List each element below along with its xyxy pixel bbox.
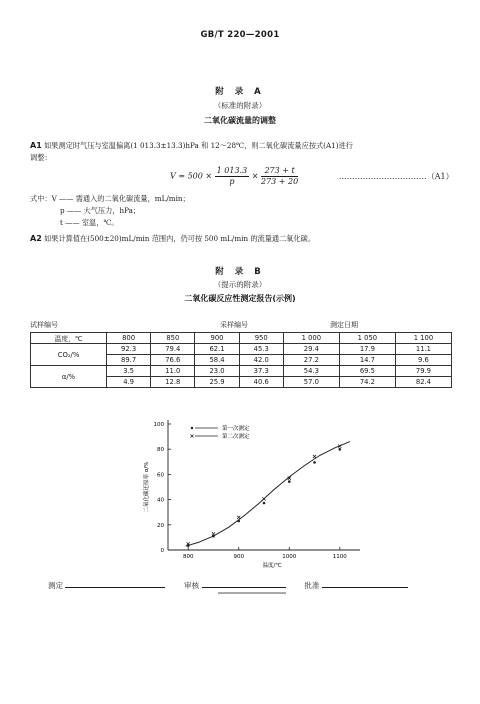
- formula-lhs: V = 500 ×: [170, 171, 213, 181]
- appendix-a-title: 附 录 A: [215, 87, 265, 97]
- table-cell: 23.0: [195, 366, 239, 377]
- y-tick-label: 20: [157, 522, 164, 529]
- legend-label-series-1: 第一次测定: [222, 426, 250, 432]
- y-tick-label: 40: [157, 497, 164, 504]
- where-line-3: t —— 室温，℃。: [60, 218, 119, 227]
- appendix-b-subtitle: （提示的附录）: [213, 280, 267, 289]
- legend-label-series-2: 第二次测定: [222, 434, 250, 440]
- x-tick-label: 800: [182, 554, 194, 560]
- formula-ref: ……………………………（A1）: [338, 171, 454, 181]
- table-cell: 79.9: [395, 366, 451, 377]
- table-cell: 37.3: [239, 366, 283, 377]
- row-header-temp: 温度，℃: [31, 333, 107, 344]
- appendix-a-subtitle: （标准的附录）: [213, 101, 267, 110]
- reviewer-underline-extra: [218, 592, 288, 596]
- legend-marker-series-2: [191, 435, 194, 438]
- appendix-b-name: 二氧化碳反应性测定报告(示例): [184, 294, 296, 303]
- tester-label: 测定: [48, 581, 63, 590]
- signature-block: [48, 578, 448, 591]
- table-cell: 25.9: [195, 377, 239, 388]
- table-cell: 57.0: [283, 377, 339, 388]
- table-cell: 850: [151, 333, 195, 344]
- table-cell: 58.4: [195, 355, 239, 366]
- clause-a1-label: A1: [30, 141, 42, 150]
- table-cell: 800: [107, 333, 151, 344]
- y-tick-label: 60: [157, 472, 164, 479]
- clause-a2-text: 如果计算值在(500±20)mL/min 范围内，仍可按 500 mL/min 的流量通二氧化碳。: [44, 234, 316, 243]
- x-axis-label: 温度/℃: [262, 563, 282, 569]
- x-tick-label: 1100: [332, 554, 347, 560]
- results-table: [30, 332, 452, 388]
- table-cell: 79.4: [151, 344, 195, 355]
- point-series-2: [237, 516, 240, 519]
- table-cell: 27.2: [283, 355, 339, 366]
- formula-fraction-2: [261, 166, 298, 187]
- table-cell: 4.9: [107, 377, 151, 388]
- meta-sample-no: 试样编号: [30, 321, 58, 329]
- table-cell: 9.6: [395, 355, 451, 366]
- point-series-2: [262, 497, 265, 500]
- clause-a1-text: 如果测定时气压与室温偏离(1 013.3±13.3)hPa 和 12～28℃，则二氧化碳流量应按式(A1)进行: [44, 141, 353, 150]
- clause-a1: [30, 140, 460, 152]
- formula-a1: [170, 166, 460, 187]
- table-cell: 45.3: [239, 344, 283, 355]
- table-cell: 62.1: [195, 344, 239, 355]
- table-cell: 76.6: [151, 355, 195, 366]
- table-cell: 1 050: [339, 333, 395, 344]
- point-series-1: [263, 502, 266, 505]
- y-tick-label: 100: [153, 422, 164, 428]
- appendix-b-title: 附 录 B: [215, 267, 265, 277]
- formula-frac1-den: p: [229, 177, 235, 186]
- where-line-1: 式中：V —— 需通入的二氧化碳流量，mL/min；: [30, 194, 190, 203]
- table-cell: 11.0: [151, 366, 195, 377]
- table-cell: 29.4: [283, 344, 339, 355]
- table-cell: 11.1: [395, 344, 451, 355]
- table-cell: 12.8: [151, 377, 195, 388]
- legend-marker-series-1: [191, 427, 193, 429]
- table-cell: 1 000: [283, 333, 339, 344]
- table-cell: 3.5: [107, 366, 151, 377]
- formula-frac1-num: 1 013.3: [216, 166, 248, 175]
- standard-header: GB/T 220—2001: [200, 30, 280, 40]
- clause-a2-label: A2: [30, 234, 42, 243]
- table-cell: 89.7: [107, 355, 151, 366]
- table-row: [31, 333, 452, 344]
- formula-frac2-num: 273 + t: [261, 166, 298, 177]
- where-line-2: p —— 大气压力，hPa；: [60, 206, 141, 215]
- appendix-a-name: 二氧化碳流量的调整: [204, 116, 276, 125]
- formula-times: ×: [251, 171, 259, 181]
- tester-line: [65, 578, 165, 588]
- approver-line: [322, 578, 408, 588]
- row-header-co2: CO₂/%: [31, 344, 107, 366]
- table-cell: 54.3: [283, 366, 339, 377]
- table-cell: 1 100: [395, 333, 451, 344]
- table-cell: 82.4: [395, 377, 451, 388]
- clause-a2: [30, 233, 460, 245]
- approver-label: 批准: [304, 581, 320, 590]
- table-cell: 92.3: [107, 344, 151, 355]
- point-series-2: [313, 455, 316, 458]
- y-axis-label: 二氧化碳还原率 α/%: [144, 461, 150, 513]
- table-cell: 950: [239, 333, 283, 344]
- formula-frac2-den: 273 + 20: [260, 177, 299, 186]
- table-cell: 900: [195, 333, 239, 344]
- point-series-1: [288, 480, 291, 483]
- x-tick-label: 1000: [282, 554, 297, 560]
- table-cell: 69.5: [339, 366, 395, 377]
- table-cell: 74.2: [339, 377, 395, 388]
- y-tick-label: 80: [157, 447, 164, 454]
- table-cell: 42.0: [239, 355, 283, 366]
- table-cell: 17.9: [339, 344, 395, 355]
- x-tick-label: 900: [233, 554, 244, 560]
- reactivity-chart: [120, 412, 370, 572]
- clause-a1-text-2: 调整：: [30, 153, 52, 162]
- fit-curve: [186, 442, 350, 547]
- table-row: [31, 344, 452, 355]
- point-series-1: [338, 448, 341, 451]
- reviewer-line: [202, 578, 286, 588]
- table-row: [31, 366, 452, 377]
- row-header-alpha: α/%: [31, 366, 107, 388]
- meta-sampling-no: 采样编号: [220, 321, 248, 329]
- table-cell: 14.7: [339, 355, 395, 366]
- y-tick-label: 0: [160, 548, 164, 554]
- table-cell: 40.6: [239, 377, 283, 388]
- point-series-1: [237, 520, 240, 523]
- meta-date: 测定日期: [330, 321, 358, 329]
- reviewer-label: 审核: [184, 581, 200, 590]
- formula-fraction-1: [215, 166, 250, 187]
- point-series-1: [313, 461, 316, 464]
